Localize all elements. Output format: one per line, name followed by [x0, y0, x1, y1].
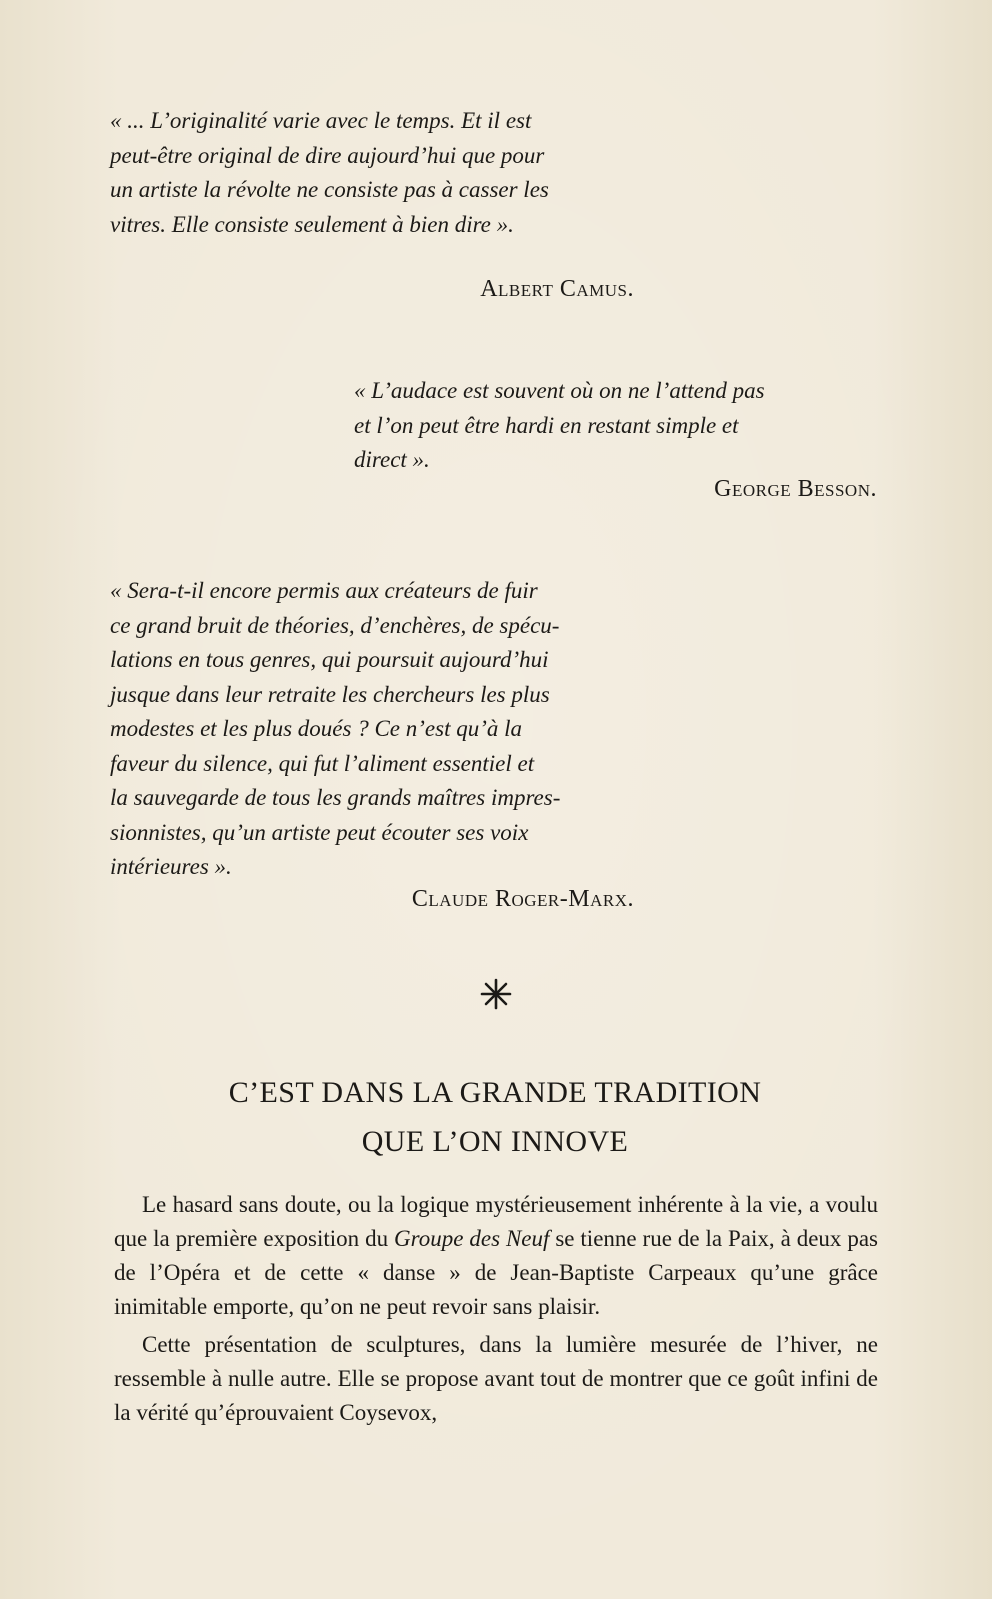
quote-besson [354, 374, 877, 478]
section-heading-line-2: QUE L’ON INNOVE [361, 1125, 629, 1158]
quote-author-camus: Albert Camus. [480, 276, 634, 302]
quote-line: sionnistes, qu’un artiste peut écouter ses voix [110, 819, 529, 845]
quote-author-besson: George Besson. [714, 476, 877, 502]
quote-line: « Sera-t-il encore permis aux créateurs de fuir [110, 578, 538, 603]
quote-line: peut-être original de dire aujourd’hui que pour [110, 142, 545, 168]
quote-roger-marx [110, 574, 634, 885]
quote-line: « ... L’originalité varie avec le temps. Et il est [110, 108, 532, 133]
section-heading-line-1: C’EST DANS LA GRANDE TRADITION [228, 1076, 762, 1109]
quote-line: intérieures ». [110, 854, 232, 879]
quote-camus [110, 104, 634, 242]
quote-line: faveur du silence, qui fut l’aliment essentiel et [110, 750, 535, 776]
quote-line: direct ». [354, 447, 430, 472]
quote-line: la sauvegarde de tous les grands maîtres impres- [110, 785, 561, 810]
quote-line: modestes et les plus doués ? Ce n’est qu’à la [110, 716, 523, 741]
body-text-run: se tienne rue de la Paix, à deux pas de l’Opéra et de cette « danse » de Jean-Baptiste Carpeaux qu’une grâce inimitable emporte, qu’on ne peut revoir sans plaisir. [114, 1226, 878, 1319]
group-name-emphasis: Groupe des Neuf [394, 1226, 550, 1251]
quote-line: vitres. Elle consiste seulement à bien dire ». [110, 211, 514, 237]
quote-line: un artiste la révolte ne consiste pas à casser les [110, 177, 549, 202]
quote-line: lations en tous genres, qui poursuit aujourd’hui [110, 647, 549, 672]
quote-line: ce grand bruit de théories, d’enchères, de spécu- [110, 612, 560, 638]
body-text-run: Le hasard sans doute, ou la logique mystérieusement inhérente à la vie, a voulu que la première exposition du [114, 1192, 878, 1251]
body-paragraph-1 [114, 1188, 878, 1324]
body-text [114, 1188, 878, 1430]
quote-line: jusque dans leur retraite les chercheurs les plus [110, 681, 550, 707]
quote-author-roger-marx: Claude Roger-Marx. [411, 886, 634, 912]
quote-line: et l’on peut être hardi en restant simple et [354, 412, 739, 438]
body-paragraph-2: Cette présentation de sculptures, dans la lumière mesurée de l’hiver, ne ressemble à nulle autre. Elle se propose avant tout de montrer que ce goût infini de la vérité qu’éprouvaient Coysevox, [114, 1332, 878, 1425]
asterisk-star-icon [480, 978, 512, 1010]
quote-line: « L’audace est souvent où on ne l’attend pas [354, 378, 765, 403]
